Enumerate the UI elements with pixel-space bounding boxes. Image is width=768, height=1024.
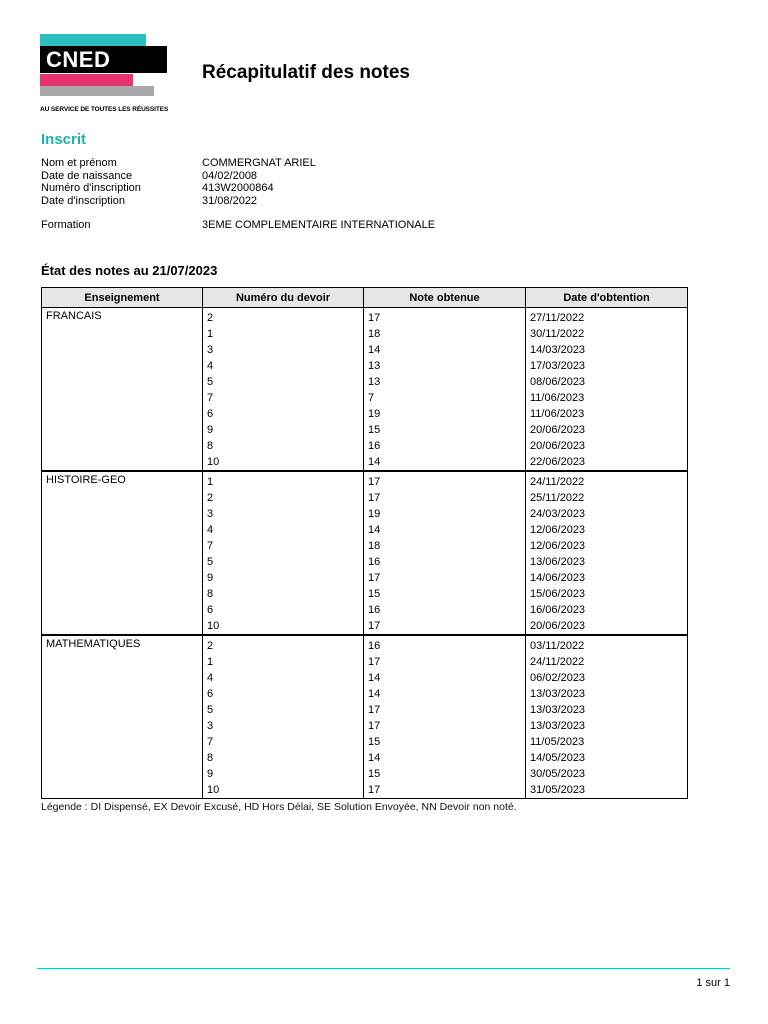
info-label: Formation (41, 219, 91, 232)
grade-date: 11/05/2023 (530, 736, 585, 748)
assignment-number: 8 (207, 440, 214, 452)
assignment-number: 1 (207, 328, 214, 340)
grade-date: 12/06/2023 (530, 524, 586, 536)
grade-value: 15 (368, 736, 381, 748)
assignment-number: 3 (207, 344, 214, 356)
cned-logo (40, 34, 170, 118)
grades-table (41, 287, 688, 799)
assignment-number: 2 (207, 492, 214, 504)
assignment-number: 10 (207, 784, 220, 796)
grade-date: 20/06/2023 (530, 620, 586, 632)
grade-value: 14 (368, 524, 381, 536)
grade-value: 16 (368, 640, 381, 652)
grade-date: 11/06/2023 (530, 408, 585, 420)
assignment-number: 5 (207, 376, 214, 388)
assignment-number: 6 (207, 408, 214, 420)
grade-date: 27/11/2022 (530, 312, 585, 324)
footer-divider (37, 968, 730, 969)
grade-value: 17 (368, 492, 381, 504)
grade-date: 11/06/2023 (530, 392, 585, 404)
grade-value: 14 (368, 456, 381, 468)
grade-value: 13 (368, 376, 381, 388)
grade-date: 20/06/2023 (530, 424, 586, 436)
grade-date-cell (526, 471, 688, 635)
grade-date: 16/06/2023 (530, 604, 586, 616)
grade-date: 20/06/2023 (530, 440, 586, 452)
table-row (42, 308, 688, 472)
grade-value: 18 (368, 328, 381, 340)
assignment-number: 3 (207, 720, 214, 732)
assignment-number: 9 (207, 768, 214, 780)
assignment-number: 10 (207, 620, 220, 632)
assignment-number: 6 (207, 688, 214, 700)
assignment-number: 9 (207, 572, 214, 584)
assignment-number: 7 (207, 736, 214, 748)
grade-value: 14 (368, 688, 381, 700)
grade-date: 22/06/2023 (530, 456, 586, 468)
grade-date: 24/03/2023 (530, 508, 586, 520)
subject-name: MATHEMATIQUES (42, 635, 203, 799)
grade-date: 17/03/2023 (530, 360, 586, 372)
grade-value: 14 (368, 752, 381, 764)
grade-value: 14 (368, 672, 381, 684)
grade-value: 13 (368, 360, 381, 372)
grade-value: 17 (368, 312, 381, 324)
subject-group (42, 635, 688, 799)
grade-value: 19 (368, 508, 381, 520)
grade-value-cell (364, 308, 526, 472)
grade-value: 16 (368, 604, 381, 616)
table-header-row (42, 288, 688, 308)
assignment-number: 3 (207, 508, 214, 520)
grade-date: 25/11/2022 (530, 492, 585, 504)
grades-heading: État des notes au 21/07/2023 (41, 263, 218, 278)
column-header-date: Date d'obtention (526, 288, 688, 308)
inscrit-heading: Inscrit (41, 131, 87, 148)
grade-date: 13/03/2023 (530, 720, 586, 732)
grade-value: 17 (368, 784, 381, 796)
grade-date: 14/05/2023 (530, 752, 586, 764)
grade-date: 15/06/2023 (530, 588, 586, 600)
assignment-number-cell (203, 308, 364, 472)
assignment-number: 1 (207, 656, 214, 668)
subject-group (42, 308, 688, 472)
assignment-number: 4 (207, 672, 214, 684)
info-value: 04/02/2008 (202, 169, 258, 182)
table-row (42, 635, 688, 799)
assignment-number: 1 (207, 476, 214, 488)
assignment-number: 5 (207, 556, 214, 568)
grade-value: 17 (368, 476, 381, 488)
grade-value: 17 (368, 572, 381, 584)
grade-value: 17 (368, 620, 381, 632)
grade-value: 19 (368, 408, 381, 420)
info-value: 31/08/2022 (202, 194, 258, 207)
page-number: 1 sur 1 (696, 977, 730, 989)
grade-date: 13/03/2023 (530, 704, 586, 716)
assignment-number: 10 (207, 456, 220, 468)
grade-date: 30/11/2022 (530, 328, 585, 340)
grade-date: 13/06/2023 (530, 556, 586, 568)
assignment-number-cell (203, 635, 364, 799)
column-header-note: Note obtenue (364, 288, 526, 308)
info-value: 3EME COMPLEMENTAIRE INTERNATIONALE (202, 219, 436, 232)
assignment-number: 9 (207, 424, 214, 436)
assignment-number: 7 (207, 540, 214, 552)
logo-pink-bar (40, 74, 133, 86)
subject-name: HISTOIRE-GEO (42, 471, 203, 635)
info-value: COMMERGNAT ARIEL (202, 157, 316, 169)
grade-value: 15 (368, 588, 381, 600)
grade-date: 06/02/2023 (530, 672, 586, 684)
grade-value: 16 (368, 440, 381, 452)
grade-date: 30/05/2023 (530, 768, 586, 780)
column-header-enseignement: Enseignement (42, 288, 203, 308)
grade-value: 7 (368, 392, 375, 404)
info-label: Date de naissance (41, 169, 133, 182)
grade-date: 24/11/2022 (530, 476, 585, 488)
column-header-numero: Numéro du devoir (203, 288, 364, 308)
info-label: Numéro d'inscription (41, 182, 141, 195)
info-label: Nom et prénom (41, 157, 117, 169)
assignment-number: 4 (207, 360, 214, 372)
assignment-number: 2 (207, 640, 214, 652)
grade-value: 18 (368, 540, 381, 552)
grade-date: 14/06/2023 (530, 572, 586, 584)
grade-value-cell (364, 471, 526, 635)
assignment-number-cell (203, 471, 364, 635)
grade-value: 16 (368, 556, 381, 568)
assignment-number: 2 (207, 312, 214, 324)
page-title: Récapitulatif des notes (202, 62, 410, 83)
grade-value: 17 (368, 704, 381, 716)
grade-date: 24/11/2022 (530, 656, 585, 668)
assignment-number: 6 (207, 604, 214, 616)
logo-grey-bar (40, 86, 154, 96)
grade-value: 17 (368, 720, 381, 732)
grade-date: 08/06/2023 (530, 376, 586, 388)
assignment-number: 5 (207, 704, 214, 716)
assignment-number: 8 (207, 588, 214, 600)
logo-wordmark: CNED (46, 47, 111, 72)
assignment-number: 4 (207, 524, 214, 536)
grade-date: 12/06/2023 (530, 540, 586, 552)
grade-date: 03/11/2022 (530, 640, 585, 652)
grade-value: 15 (368, 768, 381, 780)
grade-date-cell (526, 308, 688, 472)
assignment-number: 7 (207, 392, 214, 404)
assignment-number: 8 (207, 752, 214, 764)
grade-date: 13/03/2023 (530, 688, 586, 700)
grade-value: 15 (368, 424, 381, 436)
table-row (42, 471, 688, 635)
grade-value-cell (364, 635, 526, 799)
grade-value: 17 (368, 656, 381, 668)
grade-date-cell (526, 635, 688, 799)
subject-group (42, 471, 688, 635)
grade-date: 14/03/2023 (530, 344, 586, 356)
info-label: Date d'inscription (41, 194, 126, 207)
info-value: 413W2000864 (202, 182, 274, 195)
subject-name: FRANCAIS (42, 308, 203, 472)
grade-value: 14 (368, 344, 381, 356)
logo-teal-bar (40, 34, 146, 46)
grade-date: 31/05/2023 (530, 784, 586, 796)
logo-tagline: AU SERVICE DE TOUTES LES RÉUSSITES (40, 106, 169, 113)
legend: Légende : DI Dispensé, EX Devoir Excusé, HD Hors Délai, SE Solution Envoyée, NN Devoir non noté. (41, 801, 517, 813)
